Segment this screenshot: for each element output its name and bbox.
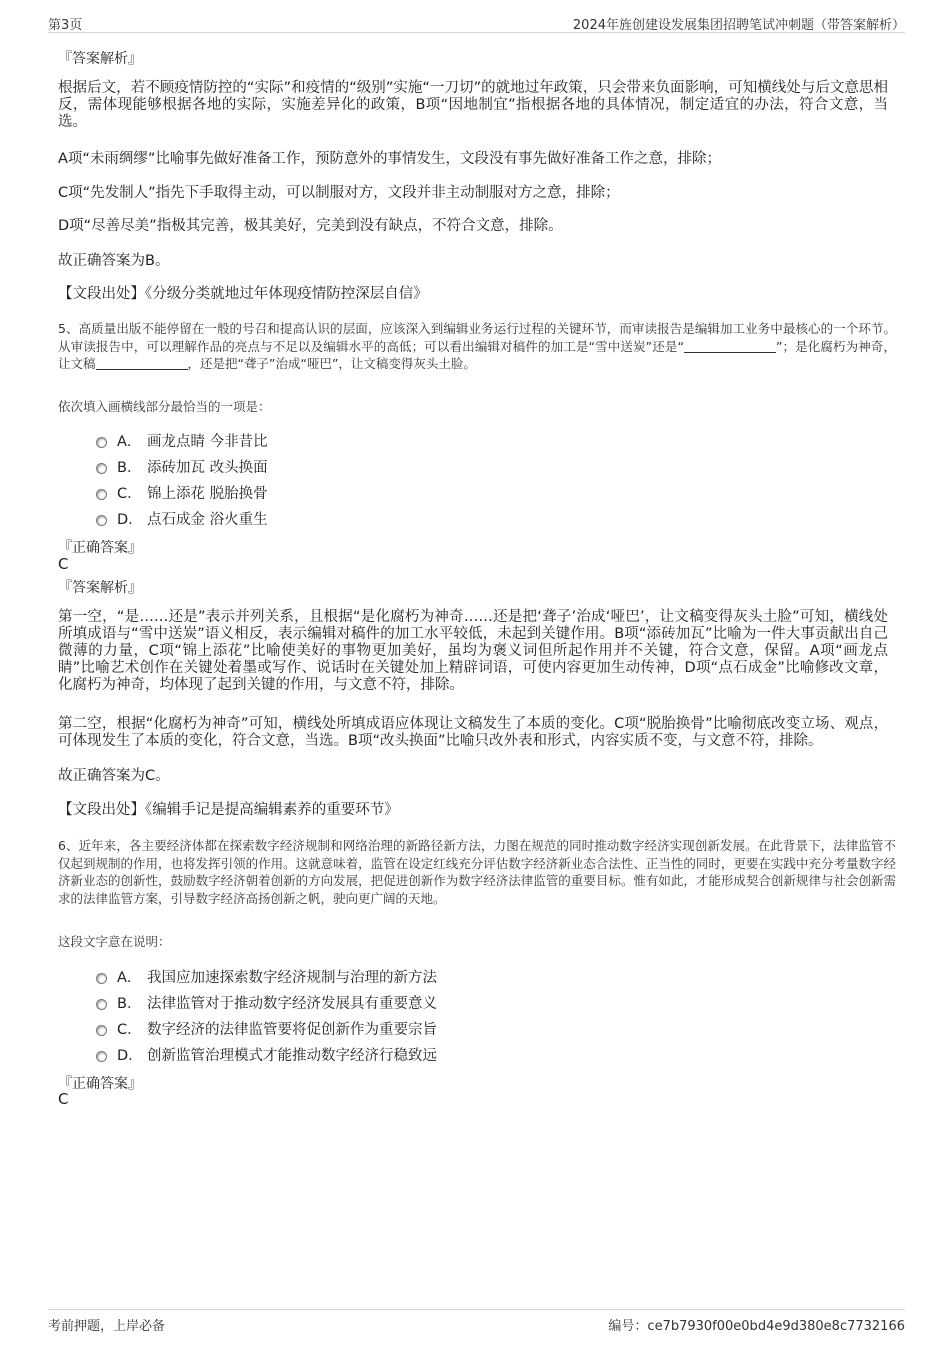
analysis-option-d: D项“尽善尽美”指极其完善，极其美好，完美到没有缺点，不符合文意，排除。	[58, 218, 563, 234]
analysis-paragraph-2: 第二空，根据“化腐朽为神奇”可知，横线处所填成语应体现让文稿发生了本质的变化。C项“脱胎换骨”比喻彻底改变立场、观点，可体现发生了本质的变化，符合文意，当选。B项“改头换面”比喻只改外表和形式，内容实质不变，与文意不符，排除。	[58, 716, 888, 749]
page-footer	[48, 1309, 905, 1334]
radio-icon[interactable]	[96, 489, 107, 500]
conclusion: 故正确答案为B。	[58, 253, 170, 269]
question-5-text: 5、高质量出版不能停留在一般的号召和提高认识的层面，应该深入到编辑业务运行过程的关键环节，而审读报告是编辑加工业务中最核心的一个环节。从审读报告中，可以理解作品的亮点与不足以及编辑水平的高低；可以看出编辑对稿件的加工是“雪中送炭”还是“ ”；是化腐朽为神奇，让文稿 ，还是把“聋子”治成“哑巴”，让文稿变得灰头土脸。	[58, 321, 896, 371]
q5-option-c[interactable]: C． 锦上添花 脱胎换骨	[96, 482, 268, 502]
correct-answer-label: 『正确答案』	[58, 1076, 142, 1092]
analysis-label: 『答案解析』	[58, 51, 142, 67]
correct-answer: C	[58, 1090, 69, 1108]
blank-2	[96, 357, 188, 370]
analysis-label: 『答案解析』	[58, 580, 142, 596]
footer-slogan: 考前押题，上岸必备	[48, 1319, 166, 1334]
radio-icon[interactable]	[96, 973, 107, 984]
source-citation: 【文段出处】《分级分类就地过年体现疫情防控深层自信》	[58, 286, 428, 302]
document-title: 2024年旌创建设发展集团招聘笔试冲刺题（带答案解析）	[572, 18, 905, 33]
page-number: 第3页	[48, 18, 83, 33]
q6-option-c[interactable]: C． 数字经济的法律监管要将促创新作为重要宗旨	[96, 1018, 437, 1038]
radio-icon[interactable]	[96, 1025, 107, 1036]
question-6-prompt: 这段文字意在说明：	[58, 934, 171, 949]
correct-answer-label: 『正确答案』	[58, 540, 142, 556]
q6-option-d[interactable]: D． 创新监管治理模式才能推动数字经济行稳致远	[96, 1044, 437, 1064]
correct-answer: C	[58, 555, 69, 573]
analysis-option-a: A项“未雨绸缪”比喻事先做好准备工作，预防意外的事情发生，文段没有事先做好准备工作之意，排除；	[58, 151, 721, 167]
serial-number: 编号：ce7b7930f00e0bd4e9d380e8c7732166	[608, 1319, 905, 1334]
q5-option-b[interactable]: B． 添砖加瓦 改头换面	[96, 456, 268, 476]
radio-icon[interactable]	[96, 437, 107, 448]
conclusion: 故正确答案为C。	[58, 768, 170, 784]
q6-option-b[interactable]: B． 法律监管对于推动数字经济发展具有重要意义	[96, 992, 437, 1012]
analysis-paragraph-1: 第一空，“是……还是”表示并列关系，且根据“是化腐朽为神奇……还是把‘聋子’治成‘哑巴’，让文稿变得灰头土脸”可知，横线处所填成语与“雪中送炭”语义相反，表示编辑对稿件的加工水平较低，未起到关键作用。B项“添砖加瓦”比喻为一件大事贡献出自己微薄的力量，C项“锦上添花”比喻使美好的事物更加美好，虽均为褒义词但所起作用并不关键，符合文意，保留。A项“画龙点睛”比喻艺术创作在关键处着墨或写作、说话时在关键处加上精辟词语，可使内容更加生动传神，D项“点石成金”比喻修改文章，化腐朽为神奇，均体现了起到关键的作用，与文意不符，排除。	[58, 609, 888, 693]
blank-1	[684, 340, 776, 353]
page-header	[48, 12, 905, 33]
q5-option-a[interactable]: A． 画龙点睛 今非昔比	[96, 430, 268, 450]
radio-icon[interactable]	[96, 515, 107, 526]
question-5-prompt: 依次填入画横线部分最恰当的一项是：	[58, 399, 271, 414]
radio-icon[interactable]	[96, 999, 107, 1010]
analysis-paragraph: 根据后文，若不顾疫情防控的“实际”和疫情的“级别”实施“一刀切”的就地过年政策，只会带来负面影响，可知横线处与后文意思相反，需体现能够根据各地的实际，实施差异化的政策，B项“因地制宜”指根据各地的具体情况，制定适宜的办法，符合文意，当选。	[58, 80, 888, 130]
analysis-option-c: C项“先发制人”指先下手取得主动，可以制服对方，文段并非主动制服对方之意，排除；	[58, 185, 620, 201]
radio-icon[interactable]	[96, 463, 107, 474]
q5-option-d[interactable]: D． 点石成金 浴火重生	[96, 508, 268, 528]
q6-option-a[interactable]: A． 我国应加速探索数字经济规制与治理的新方法	[96, 966, 437, 986]
question-6-text: 6、近年来，各主要经济体都在探索数字经济规制和网络治理的新路径新方法，力图在规范的同时推动数字经济实现创新发展。在此背景下，法律监管不仅起到规制的作用，也将发挥引领的作用。这就意味着，监管在设定红线充分评估数字经济新业态合法性、正当性的同时，更要在实践中充分考量数字经济新业态的创新性，鼓励数字经济朝着创新的方向发展，把促进创新作为数字经济法律监管的重要目标。惟有如此，才能形成契合创新规律与社会创新需求的法律监管方案，引导数字经济高扬创新之帆，驶向更广阔的天地。	[58, 838, 896, 906]
radio-icon[interactable]	[96, 1051, 107, 1062]
source-citation: 【文段出处】《编辑手记是提高编辑素养的重要环节》	[58, 802, 399, 818]
